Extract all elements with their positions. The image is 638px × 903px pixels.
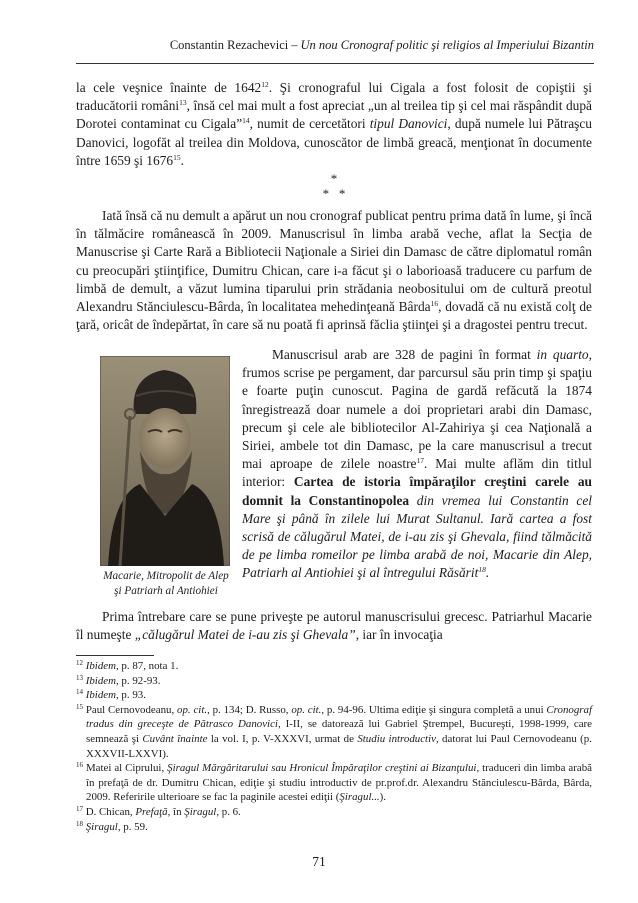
italic-run: op. cit. [291,703,322,716]
text-run: . Mai multe aflăm din titlul interior: [242,456,592,490]
paragraph-4 [76,608,592,644]
text-run: Matei al Ciprului, [85,762,168,775]
footnote-number: 16 [76,761,83,770]
bold-run: Cartea de istoria împăraţilor creştini carele au domnit la Constantinopolea [242,474,592,508]
italic-run: „călugărul Matei de i-au zis şi Ghevala” [134,627,356,643]
text-run: la cele veşnice înainte de 1642 [76,80,262,95]
italic-run: Ibidem [85,660,116,672]
footnote-rule [76,655,154,656]
text-run: , p. 6. [216,805,241,818]
text-run: la vol. I, p. V-XXXVI, urmat de [207,732,358,745]
italic-run: tipul Danovici [369,116,448,132]
text-run: , p. 94-96. Ultima ediţie şi singura completă a unui [321,703,547,716]
text-run: , I-II, se datorează lui Gabriel Ştrempel, Bucureşti, 1998-1999, care semnează şi [86,718,592,745]
text-run: , frumos scrise pe pergament, dar parcursul său prin timp şi spaţiu e foarte puţin cunoscut. Pagina de gardă refăcută la 1874 înregistrează doar numele a doi proprietari arabi din Damasc, precum şi cele ale bibliotecilor Al-Zahiriya şi cea Naţională a Siriei, ambele tot din Damasc, pe la care manuscrisul a trecut mai aproape de zilele noastre [242,347,592,472]
footnote-12 [76,659,592,674]
footnote-18 [76,820,592,835]
italic-run: Ibidem [85,689,116,702]
footnote-ref: 15 [173,152,181,162]
paragraph-3 [242,346,592,583]
text-run: . [485,565,490,581]
italic-run: Şiragul [85,820,118,833]
text-run: , p. 134; D. Russo, [207,703,292,716]
italic-run: Cuvânt înainte [142,732,208,745]
text-run: , traduceri din limba arabă în prefaţă de dr. Dumitru Chican, ediţie şi studiu introductiv de pr.prof.dr. Alexandru Stănciulescu-Bârda, Bârda, 2009. Referirile ulterioare se fac la paginile acestei ediţii ( [86,762,592,804]
paragraph-1 [76,79,592,170]
italic-run: Prefaţă [135,805,168,818]
text-run: Prima întrebare care se pune priveşte pe autorul manuscrisului grecesc. Patriarhul Macarie îl numeşte [76,609,592,643]
footnote-ref: 14 [242,116,250,126]
footnote-number: 14 [76,688,83,697]
text-run: ). [379,791,387,804]
footnote-number: 15 [76,702,83,711]
footnote-ref: 18 [478,565,486,575]
header-title: Un nou Cronograf politic şi religios al Imperiului Bizantin [300,38,594,52]
text-run: Iată însă că nu demult a apărut un nou cronograf publicat pentru prima dată în lume, şi încă în tălmăcire românească în 2009. Manuscrisul în limba arabă veche, aflat la Secţia de Manuscrise şi Carte Rară a Bibliotecii Naţionale a Siriei din Damasc de către diplomatul român cu preocupări ştiinţifice, Dumitru Chican, care i-a făcut şi o laborioasă traducere cu parfum de limbă de demult, a văzut lumina tiparului prin strădania neobositului om de cultură preotul Alexandru Stănciulescu-Bârda, în localitatea mehedinţeană Bârda [76,208,592,315]
footnote-number: 18 [76,819,83,828]
italic-run: op. cit. [177,703,208,716]
footnote-number: 17 [76,804,83,813]
text-run: , însă cel mai mult a fost apreciat „un al treilea tip şi cel mai răspândit după Dorotei contaminat cu Cigala” [76,98,592,132]
text-run: , după numele lui Pătraşcu Danovici, logofăt al treilea din Moldova, cunoscător de limbă greacă, menţionat în documente între 1659 şi 1676 [76,116,592,168]
text-run: Paul Cernovodeanu, [85,703,178,716]
text-run: , numit de cercetători [249,116,370,132]
text-run: Manuscrisul arab are 328 de pagini în format [272,347,537,362]
running-header [76,38,594,53]
footnote-17 [76,805,592,820]
text-run: , în [167,805,185,818]
footnote-ref: 17 [416,456,424,466]
footnotes [76,659,592,834]
footnote-13 [76,674,592,689]
italic-run: Şiragul... [339,791,380,804]
text-run: . [180,152,184,168]
header-author: Constantin Rezachevici [169,38,289,52]
footnote-ref: 12 [261,80,269,89]
text-run: . Şi cronograful lui Cigala a fost folosit de copiştii şi traducătorii români [76,80,592,114]
page-number: 71 [312,854,326,869]
text-run: , dovadă că nu există colţ de ţară, oricât de îndepărtat, în care să nu poată fi aprinsă făclia ştiinţei şi a dragostei pentru trecut. [76,299,592,333]
italic-run: din vremea lui Constantin cel Mare şi până în zilele lui Murat Sultanul. Iară cartea a fost scrisă de călugărul Matei, de i-au zis şi Ghevala, fiind tălmăcită de pe limba romeilor pe limba arabă de noi, Macarie din Alep, Patriarh al Antiohiei şi al întregului Răsărit [242,492,592,581]
footnote-number: 12 [76,659,83,667]
text-run: , iar în invocaţia [355,627,443,643]
footnote-ref: 16 [430,299,439,309]
italic-run: in quarto [536,347,589,362]
italic-run: Ibidem [85,674,116,687]
footnote-number: 13 [76,673,83,682]
footnote-ref: 13 [179,98,187,108]
paragraph-2 [76,207,592,334]
section-separator-bottom: * * [322,186,346,201]
footnote-15 [76,703,592,761]
italic-run: Şiragul Mărgăritarului sau Hronicul Împăraţilor creştini ai Bizanţului [167,762,477,775]
italic-run: Şiragul [184,805,217,818]
text-run: , p. 87, nota 1. [115,660,179,672]
text-run: D. Chican, [85,805,136,818]
italic-run: Studiu introductiv [357,732,436,745]
text-run: , p. 59. [117,820,148,833]
text-run: , datorat lui Paul Cernovodeanu (p. XXXVII-LXXVI). [86,732,592,760]
figure-caption [83,569,249,598]
macarie-portrait-image [100,356,230,566]
text-run: , p. 92-93. [115,674,161,687]
text-run: , p. 93. [115,689,146,702]
caption-line: Macarie, Mitropolit de Alep [103,570,229,582]
header-dash: – [291,38,298,52]
footnote-16 [76,761,592,805]
header-rule [76,63,594,64]
footnote-14 [76,688,592,703]
caption-line: şi Patriarh al Antiohiei [114,584,218,597]
italic-run: Cronograf tradus din greceşte de Pătrasco Danovici [86,703,592,731]
section-separator-top: * [330,171,338,186]
